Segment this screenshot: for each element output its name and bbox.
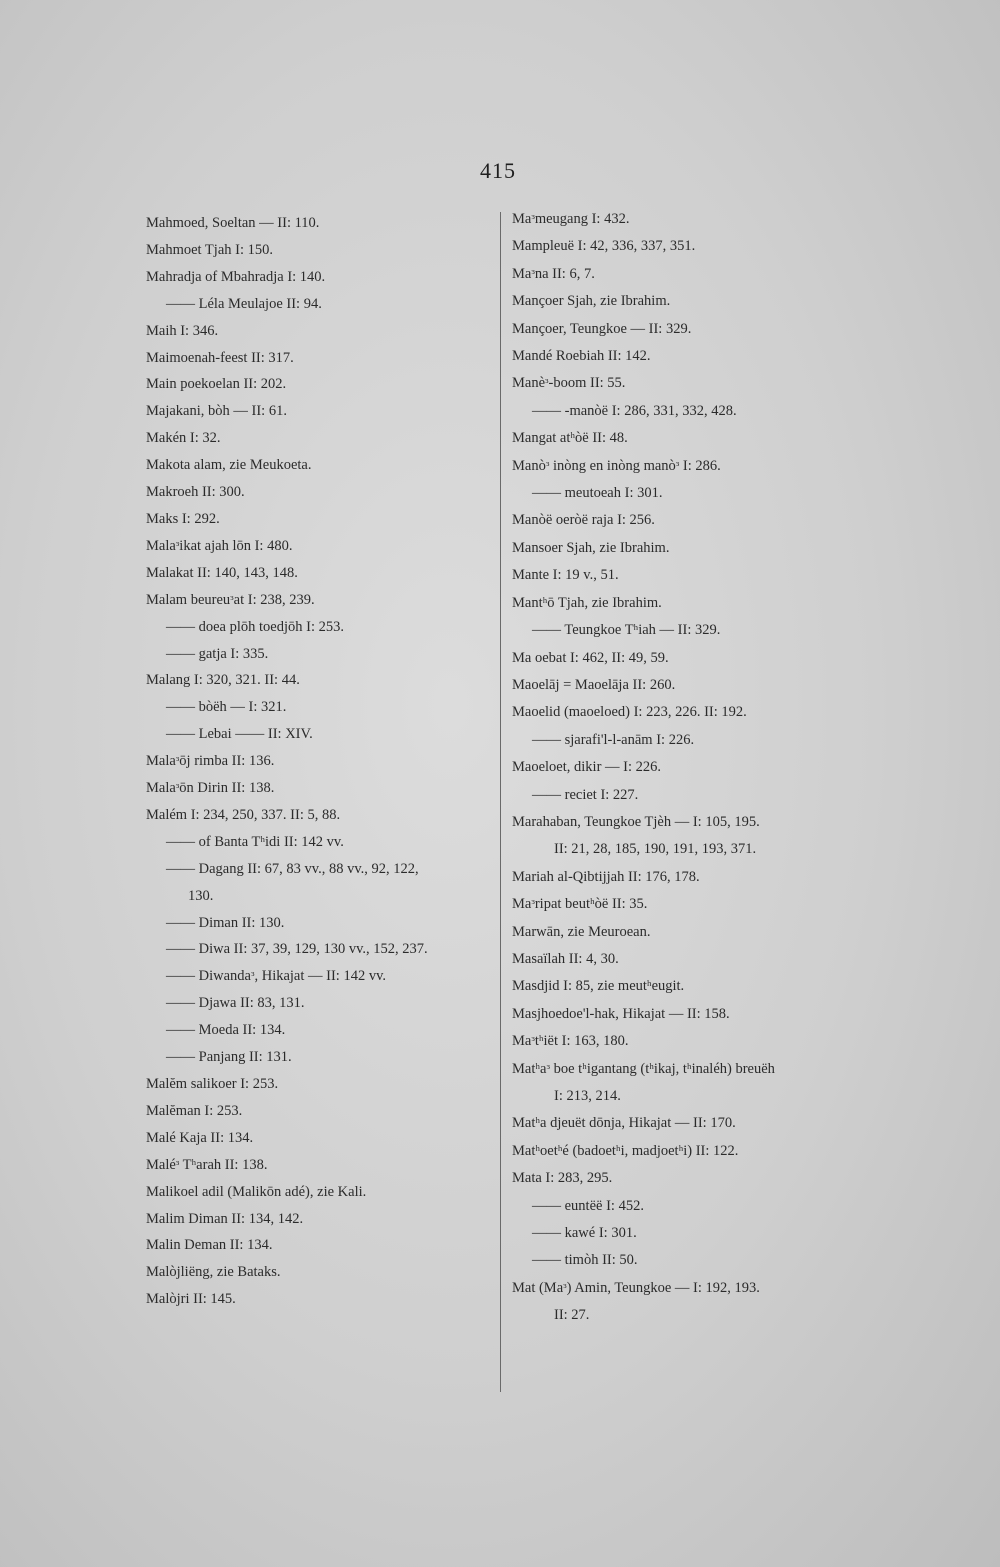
index-entry: Manèᶟ-boom II: 55. [512, 375, 626, 392]
index-entry: Maᶟna II: 6, 7. [512, 265, 595, 282]
index-entry: II: 27. [554, 1307, 590, 1324]
index-entry: Maimoenah-feest II: 317. [146, 349, 294, 366]
index-column-right [512, 206, 872, 1330]
index-entry: —— meutoeah I: 301. [532, 485, 663, 502]
index-entry: —— Léla Meulajoe II: 94. [166, 295, 322, 312]
index-entry: Malin Deman II: 134. [146, 1237, 273, 1254]
index-entry: Malikoel adil (Malikōn adé), zie Kali. [146, 1183, 367, 1200]
index-entry: Malim Diman II: 134, 142. [146, 1210, 304, 1227]
index-entry: Mampleuë I: 42, 336, 337, 351. [512, 238, 696, 255]
index-entry: Mançoer, Teungkoe — II: 329. [512, 320, 692, 337]
index-entry: Maléᶟ Tʰarah II: 138. [146, 1156, 268, 1173]
index-entry: Maᶟtʰiët I: 163, 180. [512, 1033, 629, 1050]
index-entry: —— Lebai —— II: XIV. [166, 726, 313, 743]
index-entry: —— timòh II: 50. [532, 1252, 638, 1269]
index-entry: Mata I: 283, 295. [512, 1170, 613, 1187]
index-entry: —— Diwandaᶟ, Hikajat — II: 142 vv. [166, 968, 387, 985]
index-entry: Mahmoed, Soeltan — II: 110. [146, 215, 320, 231]
index-entry: Matʰaᶟ boe tʰigantang (tʰikaj, tʰinaléh) breuëh [512, 1060, 775, 1077]
index-entry: Malaᶟōn Dirin II: 138. [146, 780, 275, 797]
index-entry: Main poekoelan II: 202. [146, 376, 287, 393]
index-entry: Masjhoedoe'l-hak, Hikajat — II: 158. [512, 1005, 730, 1022]
index-entry: Makota alam, zie Meukoeta. [146, 457, 312, 474]
index-column-left [146, 210, 501, 1313]
index-entry: Masaïlah II: 4, 30. [512, 950, 619, 967]
index-entry: Maoelāj = Maoelāja II: 260. [512, 676, 676, 693]
index-entry: Mandé Roebiah II: 142. [512, 348, 651, 365]
index-entry: II: 21, 28, 185, 190, 191, 193, 371. [554, 841, 757, 858]
index-entry: Maoelid (maoeloed) I: 223, 226. II: 192. [512, 704, 747, 721]
index-entry: —— euntëë I: 452. [532, 1197, 644, 1214]
index-entry: —— Moeda II: 134. [166, 1022, 286, 1039]
index-entry: Malòjliëng, zie Bataks. [146, 1264, 281, 1281]
index-entry: Mariah al-Qibtijjah II: 176, 178. [512, 868, 700, 885]
index-entry: Matʰa djeuët dōnja, Hikajat — II: 170. [512, 1115, 736, 1132]
index-entry: Malĕm salikoer I: 253. [146, 1076, 279, 1092]
page-number: 415 [480, 158, 516, 183]
index-entry: Ma oebat I: 462, II: 49, 59. [512, 649, 669, 666]
index-entry: Maih I: 346. [146, 322, 219, 339]
index-entry: Manòë oeròë raja I: 256. [512, 512, 655, 529]
index-entry: Majakani, bòh — II: 61. [146, 403, 287, 420]
column-divider [500, 212, 501, 1392]
index-entry: —— Dagang II: 67, 83 vv., 88 vv., 92, 122, [166, 860, 419, 877]
index-entry: —— bòëh — I: 321. [166, 699, 287, 716]
index-entry: Maᶟripat beutʰòë II: 35. [512, 896, 648, 913]
index-entry: Mahmoet Tjah I: 150. [146, 241, 273, 258]
index-entry: Marahaban, Teungkoe Tjèh — I: 105, 195. [512, 813, 760, 830]
index-entry: Mantʰō Tjah, zie Ibrahim. [512, 594, 662, 611]
index-entry: Mançoer Sjah, zie Ibrahim. [512, 293, 671, 310]
index-entry: Maᶟmeugang I: 432. [512, 211, 630, 227]
index-entry: Marwān, zie Meuroean. [512, 923, 651, 940]
index-entry: —— Diman II: 130. [166, 914, 285, 931]
index-entry: Malòjri II: 145. [146, 1291, 236, 1308]
index-entry: Maks I: 292. [146, 510, 220, 527]
index-entry: —— reciet I: 227. [532, 786, 639, 803]
index-entry: I: 213, 214. [554, 1088, 621, 1104]
index-entry: —— gatja I: 335. [166, 645, 269, 662]
index-entry: Mansoer Sjah, zie Ibrahim. [512, 539, 670, 556]
index-entry: Manòᶟ inòng en inòng manòᶟ I: 286. [512, 457, 721, 474]
index-entry: —— sjarafi'l-l-anām I: 226. [532, 731, 695, 748]
index-entry: 130. [188, 887, 214, 904]
index-entry: —— Diwa II: 37, 39, 129, 130 vv., 152, 237. [166, 941, 428, 958]
index-entry: Malém I: 234, 250, 337. II: 5, 88. [146, 806, 341, 823]
index-entry: Masdjid I: 85, zie meutʰeugit. [512, 978, 685, 995]
index-entry: Malam beureuᶟat I: 238, 239. [146, 591, 315, 608]
index-entry: Makroeh II: 300. [146, 484, 245, 501]
index-entry: Malé Kaja II: 134. [146, 1129, 254, 1146]
index-entry: Matʰoetʰé (badoetʰi, madjoetʰi) II: 122. [512, 1142, 739, 1159]
index-entry: —— Teungkoe Tʰiah — II: 329. [532, 622, 721, 639]
index-entry: Malaᶟikat ajah lōn I: 480. [146, 537, 293, 554]
index-entry: Mahradja of Mbahradja I: 140. [146, 268, 326, 285]
index-entry: Mangat atʰòë II: 48. [512, 430, 628, 447]
index-entry: —— Djawa II: 83, 131. [166, 995, 305, 1012]
index-entry: Malakat II: 140, 143, 148. [146, 564, 298, 581]
index-entry: Mante I: 19 v., 51. [512, 567, 619, 584]
index-entry: Makén I: 32. [146, 430, 221, 447]
index-entry: —— Panjang II: 131. [166, 1049, 292, 1066]
index-entry: —— kawé I: 301. [532, 1225, 637, 1242]
index-entry: Maoeloet, dikir — I: 226. [512, 759, 662, 776]
index-entry: —— -manòë I: 286, 331, 332, 428. [532, 402, 737, 419]
index-entry: —— of Banta Tʰidi II: 142 vv. [166, 833, 344, 850]
index-entry: Malĕman I: 253. [146, 1102, 243, 1119]
index-entry: Mat (Maᶟ) Amin, Teungkoe — I: 192, 193. [512, 1279, 760, 1296]
index-entry: —— doea plōh toedjōh I: 253. [166, 618, 345, 635]
index-entry: Malang I: 320, 321. II: 44. [146, 672, 300, 689]
index-entry: Malaᶟōj rimba II: 136. [146, 753, 275, 770]
